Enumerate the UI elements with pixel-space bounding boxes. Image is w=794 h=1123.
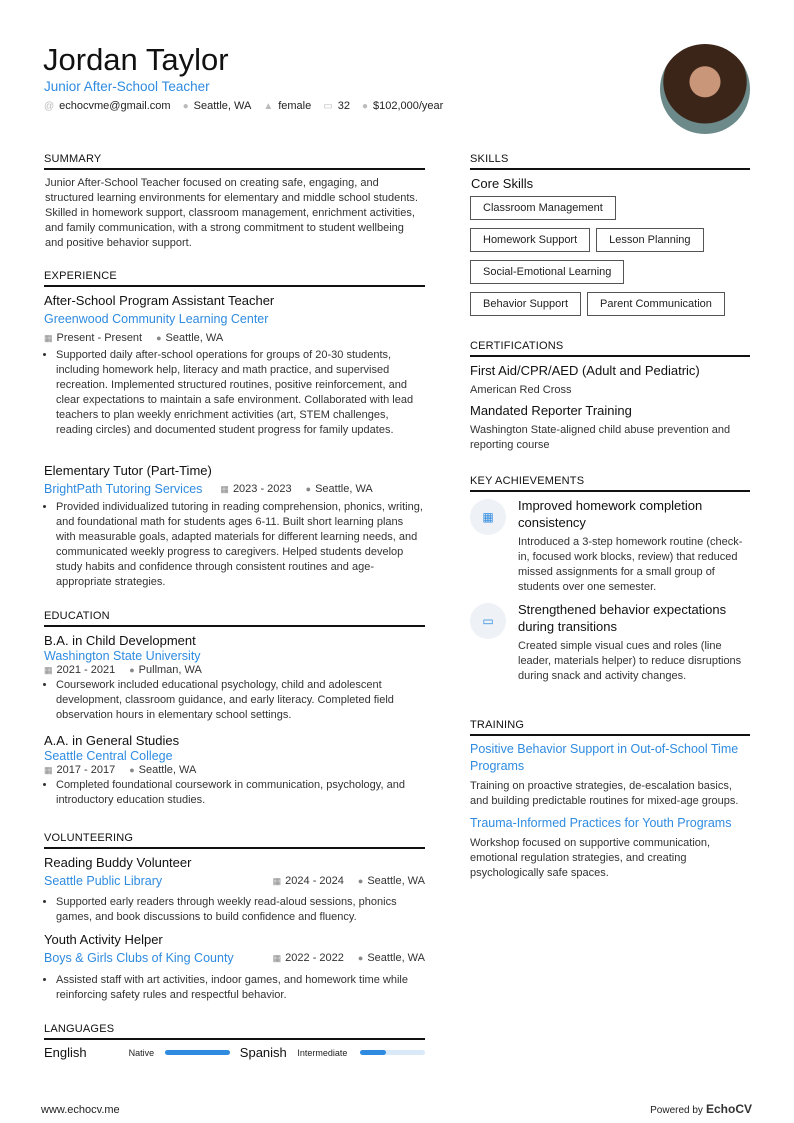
cert-detail: Washington State-aligned child abuse prevention and reporting course bbox=[470, 424, 731, 451]
location-text: Seattle, WA bbox=[193, 100, 252, 112]
org-name: Boys & Girls Clubs of King County bbox=[44, 951, 234, 965]
achievements-heading: KEY ACHIEVEMENTS bbox=[470, 475, 750, 492]
salary-text: $102,000/year bbox=[373, 100, 444, 112]
location-icon: ● bbox=[357, 876, 364, 886]
vol-location: Seattle, WA bbox=[367, 875, 425, 887]
language-level: Native bbox=[128, 1047, 155, 1058]
school-name: Washington State University bbox=[44, 649, 201, 663]
skill-tag: Social-Emotional Learning bbox=[470, 260, 624, 284]
vol-dates: 2022 - 2022 bbox=[285, 952, 344, 964]
language-bar bbox=[360, 1050, 425, 1055]
cert-name: First Aid/CPR/AED (Adult and Pediatric) bbox=[470, 363, 700, 378]
languages-heading: LANGUAGES bbox=[44, 1023, 425, 1040]
calendar-icon: ▦ bbox=[272, 953, 282, 963]
volunteer-role: Youth Activity Helper bbox=[44, 932, 163, 947]
location-icon: ● bbox=[129, 665, 135, 675]
language-name: English bbox=[44, 1045, 87, 1060]
summary-text: Junior After-School Teacher focused on creating safe, engaging, and structured learning environments for elementary and middle school students. Skilled in homework support, classroom management, enrichment activities, and family communication, with a strong commitment to student wellbeing and positive behavior support. bbox=[45, 177, 418, 249]
vol-bullet: • Supported early readers through weekly read-aloud sessions, phonics games, and book discussions to build confidence and fluency. bbox=[56, 895, 425, 925]
calendar-icon: ▦ bbox=[44, 333, 53, 343]
experience-heading: EXPERIENCE bbox=[44, 270, 425, 287]
volunteer-item bbox=[44, 932, 425, 1003]
job-location: Seattle, WA bbox=[315, 483, 373, 495]
candidate-title: Junior After-School Teacher bbox=[44, 79, 210, 94]
job-location: Seattle, WA bbox=[165, 332, 224, 344]
education-heading: EDUCATION bbox=[44, 610, 425, 627]
experience-item bbox=[44, 293, 425, 438]
vol-bullet: • Assisted staff with art activities, indoor games, and homework time while reinforcing safety rules and respectful behavior. bbox=[56, 973, 425, 1003]
cert-issuer: American Red Cross bbox=[470, 384, 572, 396]
training-title: Trauma-Informed Practices for Youth Programs bbox=[470, 816, 732, 830]
edu-dates: 2021 - 2021 bbox=[56, 664, 116, 676]
degree: A.A. in General Studies bbox=[44, 733, 180, 748]
edu-bullet: • Completed foundational coursework in communication, psychology, and introductory education studies. bbox=[56, 778, 425, 808]
edu-location: Pullman, WA bbox=[138, 664, 202, 676]
skill-tag: Classroom Management bbox=[470, 196, 616, 220]
volunteering-heading: VOLUNTEERING bbox=[44, 832, 425, 849]
at-icon: @ bbox=[44, 101, 55, 112]
training-heading: TRAINING bbox=[470, 719, 750, 736]
contact-age bbox=[323, 100, 350, 112]
job-dates: 2023 - 2023 bbox=[232, 483, 292, 495]
achievement-title: Strengthened behavior expectations during transitions bbox=[518, 602, 727, 634]
company-name: Greenwood Community Learning Center bbox=[44, 312, 269, 326]
calendar-icon: ▦ bbox=[272, 876, 282, 886]
summary-heading: SUMMARY bbox=[44, 153, 425, 170]
job-dates: Present - Present bbox=[56, 332, 143, 344]
vol-dates: 2024 - 2024 bbox=[285, 875, 344, 887]
skill-tag: Homework Support bbox=[470, 228, 590, 252]
degree: B.A. in Child Development bbox=[44, 633, 196, 648]
achievement-title: Improved homework completion consistency bbox=[518, 498, 703, 530]
skills-heading: SKILLS bbox=[470, 153, 750, 170]
achievement-item bbox=[470, 497, 750, 595]
experience-item bbox=[44, 463, 425, 590]
skill-tag: Behavior Support bbox=[470, 292, 581, 316]
brand-logo: EchoCV bbox=[705, 1102, 752, 1116]
edu-bullet: • Coursework included educational psychology, child and adolescent development, classroom guidance, and early literacy. Completed field observation hours in elementary school settings. bbox=[56, 678, 425, 723]
age-text: 32 bbox=[337, 100, 350, 112]
skill-tag: Lesson Planning bbox=[596, 228, 703, 252]
calendar-icon: ▦ bbox=[44, 765, 53, 775]
company-name: BrightPath Tutoring Services bbox=[44, 482, 203, 496]
calendar-icon: ▭ bbox=[470, 603, 506, 639]
contact-location bbox=[183, 100, 252, 112]
education-item bbox=[44, 733, 425, 808]
education-item bbox=[44, 633, 425, 723]
calendar-icon: ▭ bbox=[323, 101, 333, 112]
school-name: Seattle Central College bbox=[44, 749, 173, 763]
candidate-name: Jordan Taylor bbox=[43, 42, 229, 77]
skills-group: Core Skills bbox=[471, 176, 534, 191]
achievement-text: Introduced a 3-step homework routine (check-in, focused work blocks, review) that reduced missed assignments for a small group of students over one semester. bbox=[518, 536, 743, 593]
contact-gender bbox=[263, 100, 311, 112]
money-icon: ● bbox=[361, 101, 368, 112]
gender-text: female bbox=[278, 100, 312, 112]
job-bullet: • Supported daily after-school operations for groups of 20-30 students, including homework help, literacy and math practice, and supervised recreation. Implemented structured routines, positive reinforcement, and clear expectations to maintain a safe environment. Collaborated with lead teachers to plan weekly enrichment activities (art, STEM challenges, reading circles) and documented student progress for family updates. bbox=[56, 348, 425, 438]
contact-salary bbox=[362, 100, 443, 112]
contact-row bbox=[44, 100, 443, 112]
volunteer-item bbox=[44, 855, 425, 925]
cert-name: Mandated Reporter Training bbox=[470, 403, 632, 418]
languages-row bbox=[44, 1045, 425, 1060]
calendar-icon: ▦ bbox=[44, 665, 53, 675]
skill-tags bbox=[470, 196, 750, 324]
email-text: echocvme@gmail.com bbox=[59, 100, 171, 112]
training-list bbox=[470, 741, 750, 881]
certifications-heading: CERTIFICATIONS bbox=[470, 340, 750, 357]
org-name: Seattle Public Library bbox=[44, 874, 163, 888]
footer-powered bbox=[650, 1102, 752, 1116]
contact-email[interactable] bbox=[44, 100, 171, 112]
skill-tag: Parent Communication bbox=[587, 292, 725, 316]
training-title: Positive Behavior Support in Out-of-School Time Programs bbox=[470, 742, 739, 773]
volunteer-role: Reading Buddy Volunteer bbox=[44, 855, 192, 870]
language-bar bbox=[165, 1050, 230, 1055]
store-icon: ▦ bbox=[470, 499, 506, 535]
vol-location: Seattle, WA bbox=[367, 952, 425, 964]
profile-photo bbox=[660, 44, 750, 134]
achievement-item bbox=[470, 601, 750, 684]
location-icon: ● bbox=[182, 101, 189, 112]
training-text: Training on proactive strategies, de-escalation basics, and building predictable routines for mixed-age groups. bbox=[470, 780, 739, 807]
training-text: Workshop focused on supportive communication, emotional regulation strategies, and creating psychologically safe spaces. bbox=[470, 837, 711, 879]
location-icon: ● bbox=[129, 765, 135, 775]
edu-dates: 2017 - 2017 bbox=[56, 764, 116, 776]
person-icon: ▲ bbox=[263, 101, 274, 112]
footer-url[interactable]: www.echocv.me bbox=[41, 1104, 120, 1116]
language-level: Intermediate bbox=[297, 1047, 348, 1058]
job-title: Elementary Tutor (Part-Time) bbox=[44, 463, 212, 478]
calendar-icon: ▦ bbox=[220, 484, 229, 494]
language-name: Spanish bbox=[239, 1045, 287, 1060]
location-icon: ● bbox=[357, 953, 364, 963]
edu-location: Seattle, WA bbox=[138, 764, 197, 776]
job-title: After-School Program Assistant Teacher bbox=[44, 293, 275, 308]
job-bullet: • Provided individualized tutoring in reading comprehension, phonics, writing, and foundational math for students ages 6-11. Built short learning plans with measurable goals, adapted materials for different learning needs, and communicated weekly progress to caregivers. Helped students develop study habits and confidence through consistent routines and age-appropriate strategies. bbox=[56, 500, 425, 590]
powered-by-text: Powered by bbox=[650, 1105, 703, 1116]
location-icon: ● bbox=[156, 333, 162, 343]
certification-list bbox=[470, 363, 750, 453]
location-icon: ● bbox=[305, 484, 312, 494]
achievement-text: Created simple visual cues and roles (line leader, materials helper) to reduce disruptions during snack and activity changes. bbox=[518, 640, 742, 682]
